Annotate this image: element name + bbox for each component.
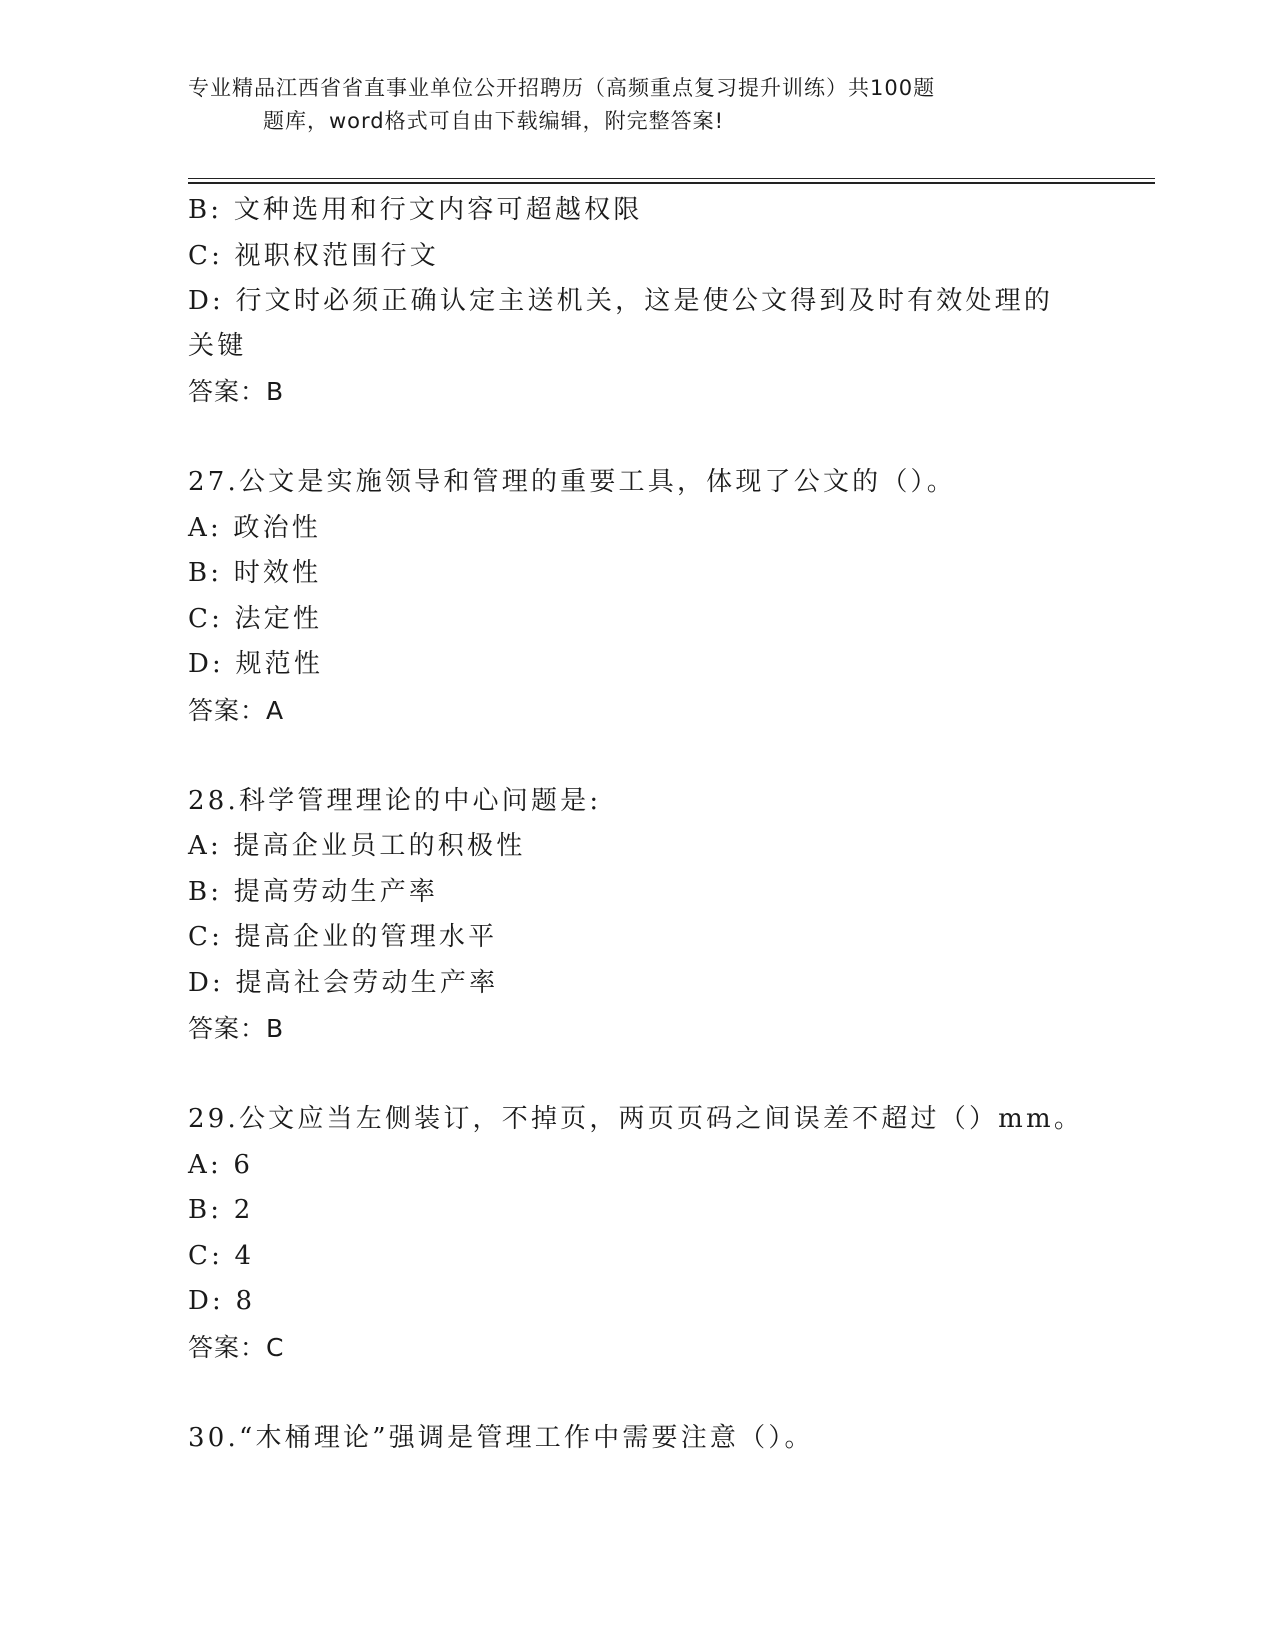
answer: 答案：C bbox=[188, 1332, 285, 1362]
option-d: D: 行文时必须正确认定主送机关，这是使公文得到及时有效处理的关键 bbox=[188, 286, 1054, 361]
question-text: 29.公文应当左侧装订，不掉页，两页页码之间误差不超过（）mm。 bbox=[188, 1104, 1084, 1134]
question-30 bbox=[188, 1416, 1088, 1462]
option-b: B: 提高劳动生产率 bbox=[188, 876, 439, 907]
title-line-1: 专业精品江西省省直事业单位公开招聘历（高频重点复习提升训练）共100题 bbox=[188, 76, 936, 100]
question-text: 30.“木桶理论”强调是管理工作中需要注意（）。 bbox=[188, 1422, 814, 1453]
question-26-continuation bbox=[188, 188, 1088, 415]
question-29 bbox=[188, 1097, 1088, 1370]
option-c: C: 4 bbox=[188, 1240, 255, 1271]
answer: 答案：B bbox=[188, 1014, 285, 1043]
question-text: 28.科学管理理论的中心问题是: bbox=[188, 785, 602, 816]
option-b: B: 2 bbox=[188, 1195, 254, 1225]
option-a: A: 6 bbox=[188, 1149, 254, 1180]
option-d: D: 规范性 bbox=[188, 649, 324, 679]
option-a: A: 政治性 bbox=[188, 512, 322, 543]
question-28 bbox=[188, 779, 1088, 1052]
spacer bbox=[188, 733, 1088, 779]
spacer bbox=[188, 415, 1088, 461]
spacer bbox=[188, 1370, 1088, 1416]
option-c: C: 法定性 bbox=[188, 603, 323, 634]
option-c: C: 提高企业的管理水平 bbox=[188, 922, 498, 952]
header-rule-thick bbox=[188, 182, 1155, 184]
answer: 答案：B bbox=[188, 377, 285, 406]
document-title bbox=[188, 72, 1068, 138]
option-a: A: 提高企业员工的积极性 bbox=[188, 831, 526, 861]
title-line-2: 题库，word格式可自由下载编辑，附完整答案! bbox=[263, 109, 725, 133]
header-rule-thin bbox=[188, 178, 1155, 179]
question-text: 27.公文是实施领导和管理的重要工具，体现了公文的（）。 bbox=[188, 467, 956, 497]
answer: 答案：A bbox=[188, 695, 285, 725]
spacer bbox=[188, 1052, 1088, 1098]
option-b: B: 时效性 bbox=[188, 558, 322, 588]
option-d: D: 提高社会劳动生产率 bbox=[188, 967, 499, 998]
option-b: B: 文种选用和行文内容可超越权限 bbox=[188, 195, 643, 225]
question-list bbox=[188, 188, 1088, 1461]
question-27 bbox=[188, 460, 1088, 733]
option-d: D: 8 bbox=[188, 1286, 256, 1316]
option-c: C: 视职权范围行文 bbox=[188, 240, 439, 271]
